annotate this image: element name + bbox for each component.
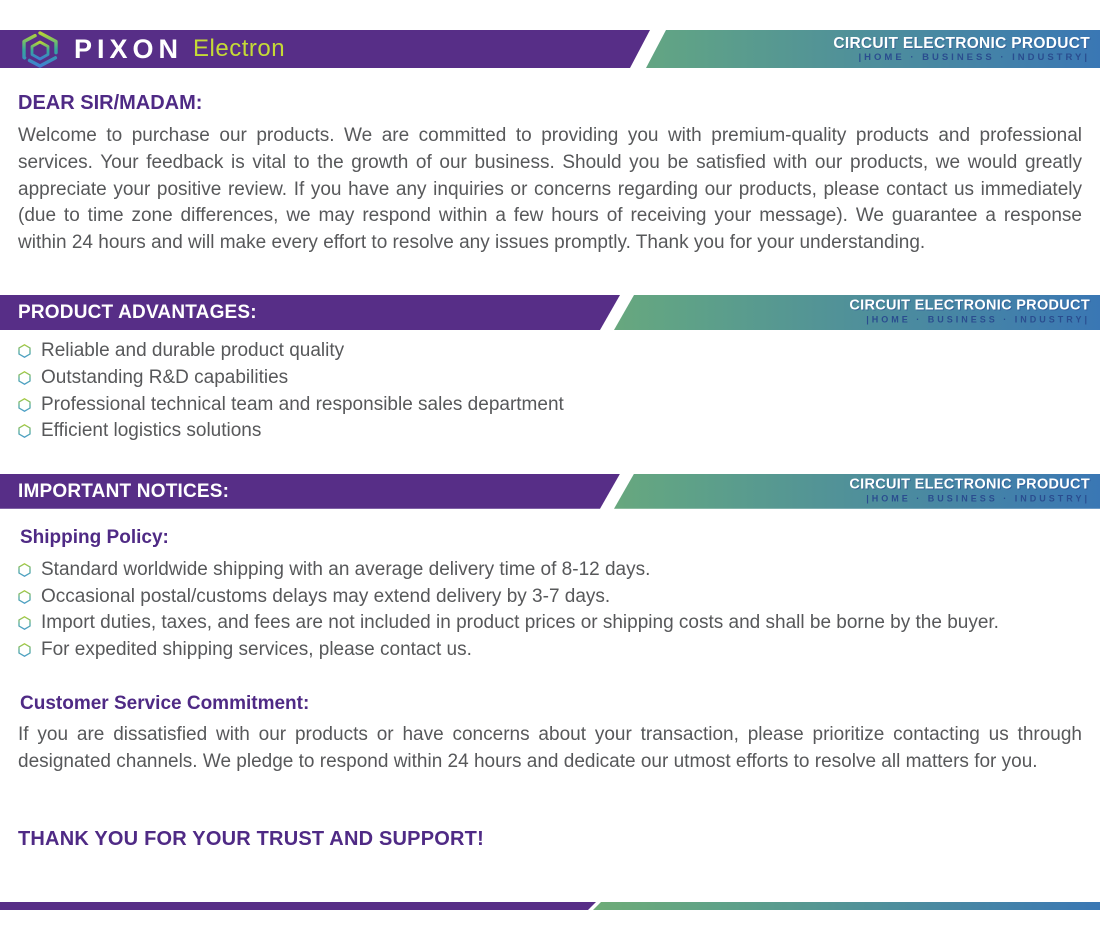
greeting-heading: DEAR SIR/MADAM:	[18, 92, 203, 114]
advantages-right-title: CIRCUIT ELECTRONIC PRODUCT	[849, 298, 1090, 315]
list-item-text: Efficient logistics solutions	[41, 420, 262, 442]
advantages-right-subtitle: |HOME · BUSINESS · INDUSTRY|	[866, 315, 1090, 326]
brand-subname: Electron	[193, 35, 286, 62]
hexagon-bullet-icon	[18, 616, 31, 630]
list-item	[18, 365, 1082, 392]
customer-service-paragraph: If you are dissatisfied with our products or have concerns about your transaction, please prioritize contacting us through designated channels. We pledge to respond within 24 hours and dedicate our utmost efforts to resolve all matters for you.	[18, 724, 1082, 773]
footer-divider-bar	[0, 902, 1100, 910]
list-item	[18, 583, 1082, 610]
list-item-text: Import duties, taxes, and fees are not included in product prices or shipping costs and shall be borne by the buyer.	[41, 612, 999, 634]
advantages-right-text	[849, 299, 1090, 326]
brand-name: PIXON	[74, 33, 184, 64]
list-item	[18, 637, 1082, 664]
hexagon-bullet-icon	[18, 563, 31, 577]
header-banner	[0, 30, 1100, 68]
hexagon-bullet-icon	[18, 424, 31, 438]
header-right-subtitle: |HOME · BUSINESS · INDUSTRY|	[858, 51, 1090, 63]
list-item	[18, 418, 1082, 445]
hexagon-bullet-icon	[18, 371, 31, 385]
list-item-text: Reliable and durable product quality	[41, 340, 345, 362]
hexagon-bullet-icon	[18, 643, 31, 657]
customer-service-heading: Customer Service Commitment:	[20, 693, 310, 715]
list-item-text: For expedited shipping services, please contact us.	[41, 639, 472, 661]
greeting-paragraph: Welcome to purchase our products. We are committed to providing you with premium-quality products and professional services. Your feedback is vital to the growth of our business. Should you be satisfied with our products, we would greatly appreciate your positive review. If you have any inquiries or concerns regarding our products, please contact us immediately (due to time zone differences, we may respond within a few hours of receiving your message). We guarantee a response within 24 hours and will make every effort to resolve any issues promptly. Thank you for your understanding.	[18, 125, 1082, 254]
advantages-list	[18, 338, 1082, 445]
list-item	[18, 391, 1082, 418]
brand-lockup	[20, 30, 285, 68]
list-item	[18, 338, 1082, 365]
header-right-text	[833, 35, 1090, 63]
product-description-page	[0, 30, 1100, 937]
list-item-text: Occasional postal/customs delays may extend delivery by 3-7 days.	[41, 585, 611, 607]
hexagon-circuit-logo-icon	[20, 31, 60, 68]
notices-banner-label: IMPORTANT NOTICES:	[18, 480, 230, 502]
header-right-title: CIRCUIT ELECTRONIC PRODUCT	[833, 34, 1090, 52]
list-item-text: Professional technical team and responsible sales department	[41, 393, 564, 415]
list-item	[18, 610, 1082, 637]
hexagon-bullet-icon	[18, 398, 31, 412]
advantages-banner-label: PRODUCT ADVANTAGES:	[18, 301, 257, 323]
list-item-text: Standard worldwide shipping with an average delivery time of 8-12 days.	[41, 559, 651, 581]
notices-right-title: CIRCUIT ELECTRONIC PRODUCT	[849, 476, 1090, 493]
shipping-policy-list	[18, 557, 1082, 664]
notices-right-subtitle: |HOME · BUSINESS · INDUSTRY|	[866, 493, 1090, 504]
closing-thanks: THANK YOU FOR YOUR TRUST AND SUPPORT!	[18, 828, 484, 851]
list-item-text: Outstanding R&D capabilities	[41, 367, 289, 389]
hexagon-bullet-icon	[18, 344, 31, 358]
notices-banner	[0, 474, 1100, 509]
hexagon-bullet-icon	[18, 590, 31, 604]
notices-right-text	[849, 478, 1090, 505]
shipping-policy-heading: Shipping Policy:	[20, 526, 169, 548]
advantages-banner	[0, 295, 1100, 330]
list-item	[18, 557, 1082, 584]
